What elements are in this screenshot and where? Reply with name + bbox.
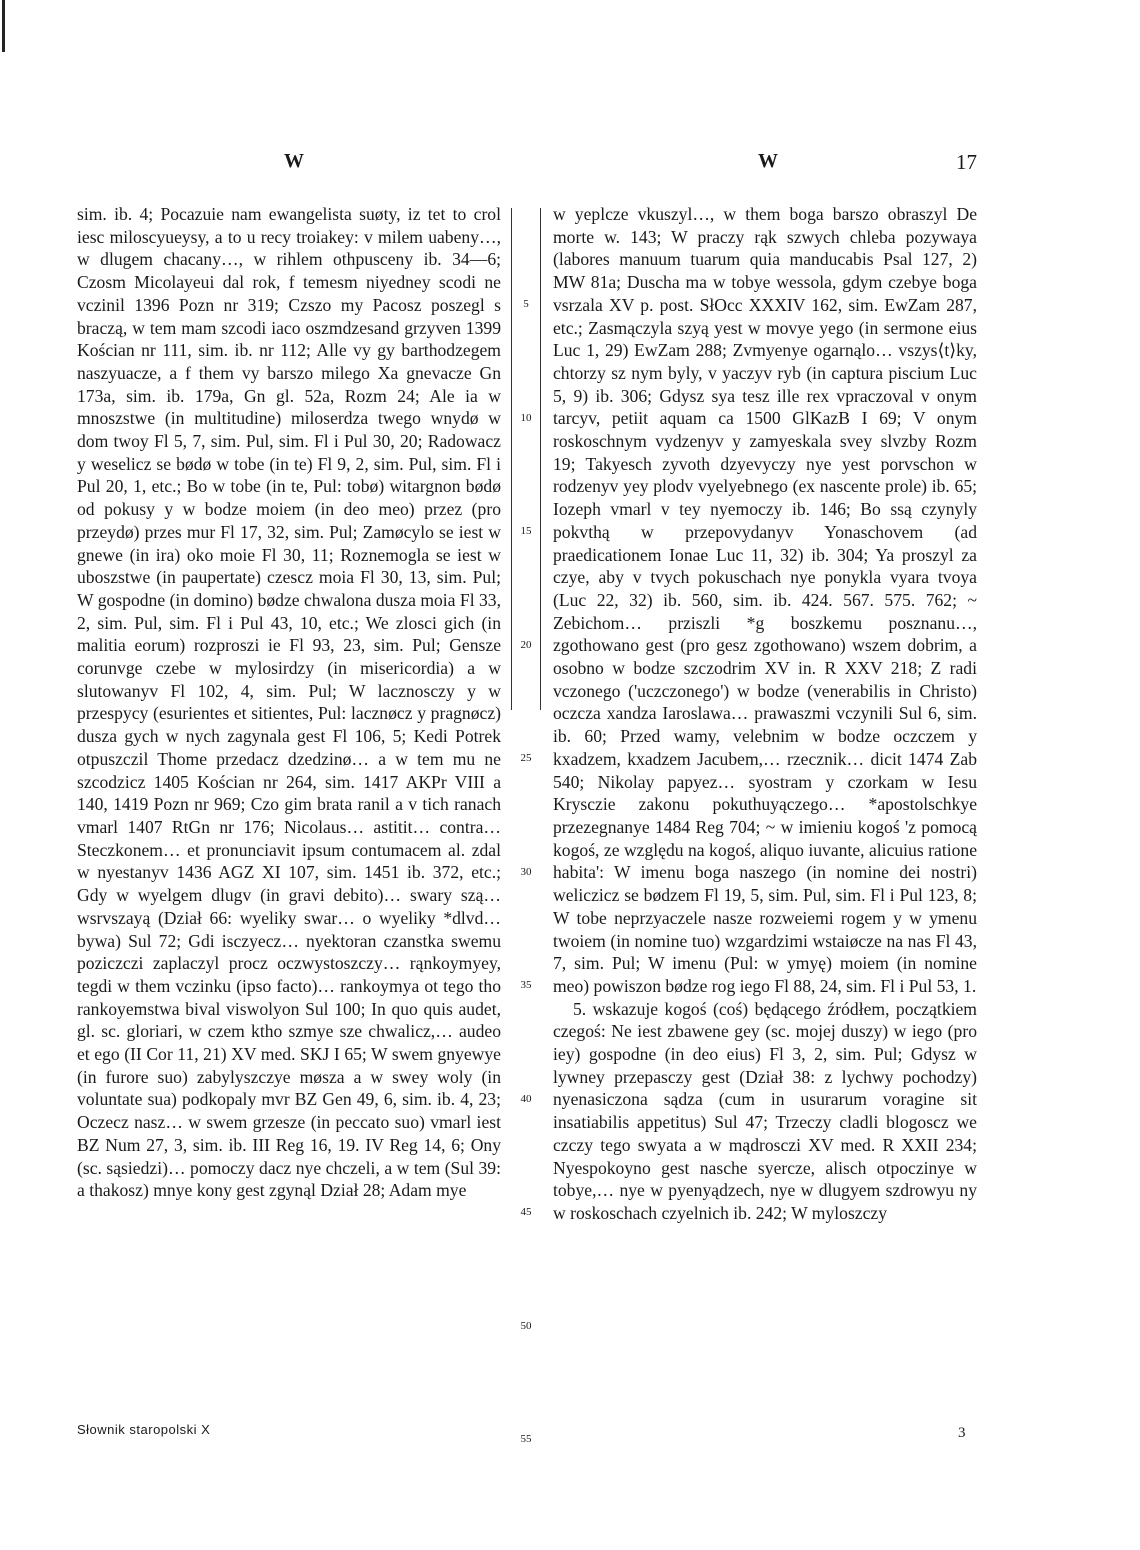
line-number: 20 — [520, 639, 532, 651]
page-edge-mark — [2, 0, 5, 52]
line-number: 25 — [520, 752, 532, 764]
footer-sheet-number: 3 — [958, 1425, 966, 1441]
line-number: 40 — [520, 1093, 532, 1105]
line-number: 50 — [520, 1320, 532, 1332]
right-column — [553, 203, 977, 1225]
line-number: 35 — [520, 979, 532, 991]
footer-signature: Słownik staropolski X — [77, 1422, 211, 1437]
left-column-text: sim. ib. 4; Pocazuie nam ewangelista suøty, iz tet to crol iesc miloscyueysy, a to u recy troiakey: v milem uabeny…, w dlugem chacany…, w rihlem othpusceny ib. 34—6; Czosm Micolayeui dal rok, f temesm niyedney scodi ne vczinil 1396 Pozn nr 319; Czszo my Pacosz poszegl s braczą, w tem mam szcodi iaco oszmdzesand grzyven 1399 Kościan nr 111, sim. ib. nr 112; Alle vy gy barthodzegem naszyuacze, a f them vy barszo milego Xa gnevacze Gn 173a, sim. ib. 179a, Gn gl. 52a, Rozm 24; Ale ia w mnoszstwe (in multitudine) miloserdza twego wnydø w dom twoy Fl 5, 7, sim. Pul, sim. Fl i Pul 30, 20; Radowacz y weselicz se bødø w tobe (in te) Fl 9, 2, sim. Pul, sim. Fl i Pul 20, 1, etc.; Bo w tobe (in te, Pul: tobø) witargnon bødø od pokusy y w bodze moiem (in deo meo) przez (pro przeydø) przes mur Fl 17, 32, sim. Pul; Zamøcylo se iest w gnewe (in ira) oko moie Fl 30, 11; Roznemogla se iest w uboszstwe (in paupertate) czescz moia Fl 30, 13, sim. Pul; W gospodne (in domino) bødze chwalona dusza moia Fl 33, 2, sim. Pul, sim. Fl i Pul 43, 10, etc.; We zlosci gich (in malitia eorum) rozproszi ie Fl 93, 23, sim. Pul; Gensze corunvge czebe w mylosirdzy (in misericordia) a w slutowanyv Fl 102, 4, sim. Pul; W lacznosczy y w przespycy (esurientes et sitientes, Pul: lacznøcz y pragnøcz) dusza gych w nych zagynala gest Fl 106, 5; Kedi Potrek otpuszczil Thome przedacz dzedzinø… a w tem mu ne szcodzicz 1405 Kościan nr 264, sim. 1417 AKPr VIII a 140, 1419 Pozn nr 969; Czo gim brata ranil a v tich ranach vmarl 1407 RtGn nr 176; Nicolaus… astitit… contra… Steczkonem… et pronunciavit ipsum contumacem al. zdal w nyestanyv 1436 AGZ XI 107, sim. 1451 ib. 372, etc.; Gdy w wyelgem dlugv (in gravi debito)… swary szą… wsrvszayą (Dział 66: wyeliky swar… o wyeliky *dlvd… bywa) Sul 72; Gdi isczyecz… nyektoran czanstka swemu poziczczi zaplaczyl procz oczwystoszczy… rąnkoymyey, tegdi w them vczinku (ipso facto)… rankoymya ot tego tho rankoyemstwa bival viswolyon Sul 100; In quo quis audet, gl. sc. gloriari, w czem ktho szmye sze chwalicz,… audeo et ego (II Cor 11, 21) XV med. SKJ I 65; W swem gnyewye (in furore suo) zabylyszczye møsza a w swey woly (in voluntate sua) podkopaly mvr BZ Gen 49, 6, sim. ib. 4, 23; Oczecz nasz… w swem grzesze (in peccato suo) vmarl iest BZ Num 27, 3, sim. ib. III Reg 16, 19. IV Reg 14, 6; Ony (sc. sąsiedzi)… pomoczy dacz nye chczeli, a w tem (Sul 39: a thakosz) mnye kony gest zgynąl Dział 28; Adam mye — [77, 204, 501, 1201]
running-head-left: W — [284, 150, 304, 172]
line-number: 30 — [520, 866, 532, 878]
line-number: 5 — [523, 298, 529, 310]
line-number: 15 — [520, 525, 532, 537]
running-head-right: W — [758, 150, 778, 172]
column-rule-right — [540, 208, 541, 710]
line-number: 45 — [520, 1206, 532, 1218]
line-number: 55 — [520, 1433, 532, 1445]
column-rule-left — [511, 208, 512, 710]
left-column — [77, 203, 501, 1202]
line-number: 10 — [520, 412, 532, 424]
page-number: 17 — [956, 150, 977, 174]
right-column-text: w yeplcze vkuszyl…, w them boga barszo obraszyl De morte w. 143; W praczy rąk szwych chleba pozywaya (labores manuum tuarum quia manducabis Psal 127, 2) MW 81a; Duscha ma w tobye wessola, gdym czebye boga vsrzala XV p. post. SłOcc XXXIV 162, sim. EwZam 287, etc.; Zasmączyla szyą yest w movye yego (in sermone eius Luc 1, 29) EwZam 288; Zvmyenye ogarnąlo… vszys⟨t⟩ky, chtorzy sz nym byly, v yaczyv ryb (in captura piscium Luc 5, 9) ib. 306; Gdysz sya tesz ille rex vpraczoval v onym tarcyv, petiit aquam ca 1500 GlKazB I 69; V onym roskoschnym vydzenyv y zamyeskala svey slvzby Rozm 19; Takyesch zyvoth dzyevyczy nye yest porvschon w rodzenyv yey plodv vyelyebnego (ex nascente prole) ib. 65; Iozeph vmarl v tey nyemoczy ib. 146; Bo ssą czynyly pokvthą w przepovydanyv Yonaschovem (ad praedicationem Ionae Luc 11, 32) ib. 304; Ya proszyl za czye, aby v tvych pokuschach nye ponykla vyara tvoya (Luc 22, 32) ib. 560, sim. ib. 424. 567. 575. 762; ~ Zebichom… prziszli *g boszkemu posznanu…, zgothowano gest (pro gesz zgothowano) wszem dobrim, a osobno w bodze szczodrim XV in. R XXV 218; Z radi vczonego ('uczczonego') w bodze (venerabilis in Christo) oczcza xandza Iaroslawa… prawaszmi vczynili Sul 6, sim. ib. 60; Przed wamy, velebnim w bodze oczczem y kxadzem, kxadzem Jacubem,… rzecznik… dicit 1474 Zab 540; Nikolay papyez… syostram y czorkam w Iesu Krysczie zakonu pokuthuyączego… *apostolschkye przezegnanye 1484 Reg 704; ~ w imieniu kogoś 'z pomocą kogoś, ze względu na kogoś, aliquo iuvante, alicuius ratione habita': W imenu boga naszego (in nomine dei nostri) weliczicz se bødzem Fl 19, 5, sim. Pul, sim. Fl i Pul 123, 8; W tobe neprzyaczele nasze rozweiemi rogem y w ymenu twoiem (in nomine tuo) wzgardzimi wstaiøcze na nas Fl 43, 7, sim. Pul; W imenu (Pul: w ymyę) moiem (in nomine meo) powiszon bødze rog iego Fl 88, 24, sim. Fl i Pul 53, 1. — [553, 204, 977, 996]
right-column-sense-5: 5. wskazuje kogoś (coś) będącego źródłem, początkiem czegoś: Ne iest zbawene gey (sc. mojej duszy) w iego (pro iey) gospodne (in deo eius) Fl 3, 2, sim. Pul; Gdysz w lywney przepasczy gest (Dział 38: z lychwy pochodzy) nyenasiczona sądza (cum in usurarum voragine sit insatiabilis appetitus) Sul 47; Trzeczy cladli blogoscz we czczy tego swyata a w mądrosczi XV med. R XXII 234; Nyespokoyno gest nasche syercze, alisch otpoczinye w tobye,… nye w pyenyądzech, nye w dlugyem szdrowyu ny w roskoschach czyelnich ib. 242; W myloszczy — [553, 998, 977, 1223]
